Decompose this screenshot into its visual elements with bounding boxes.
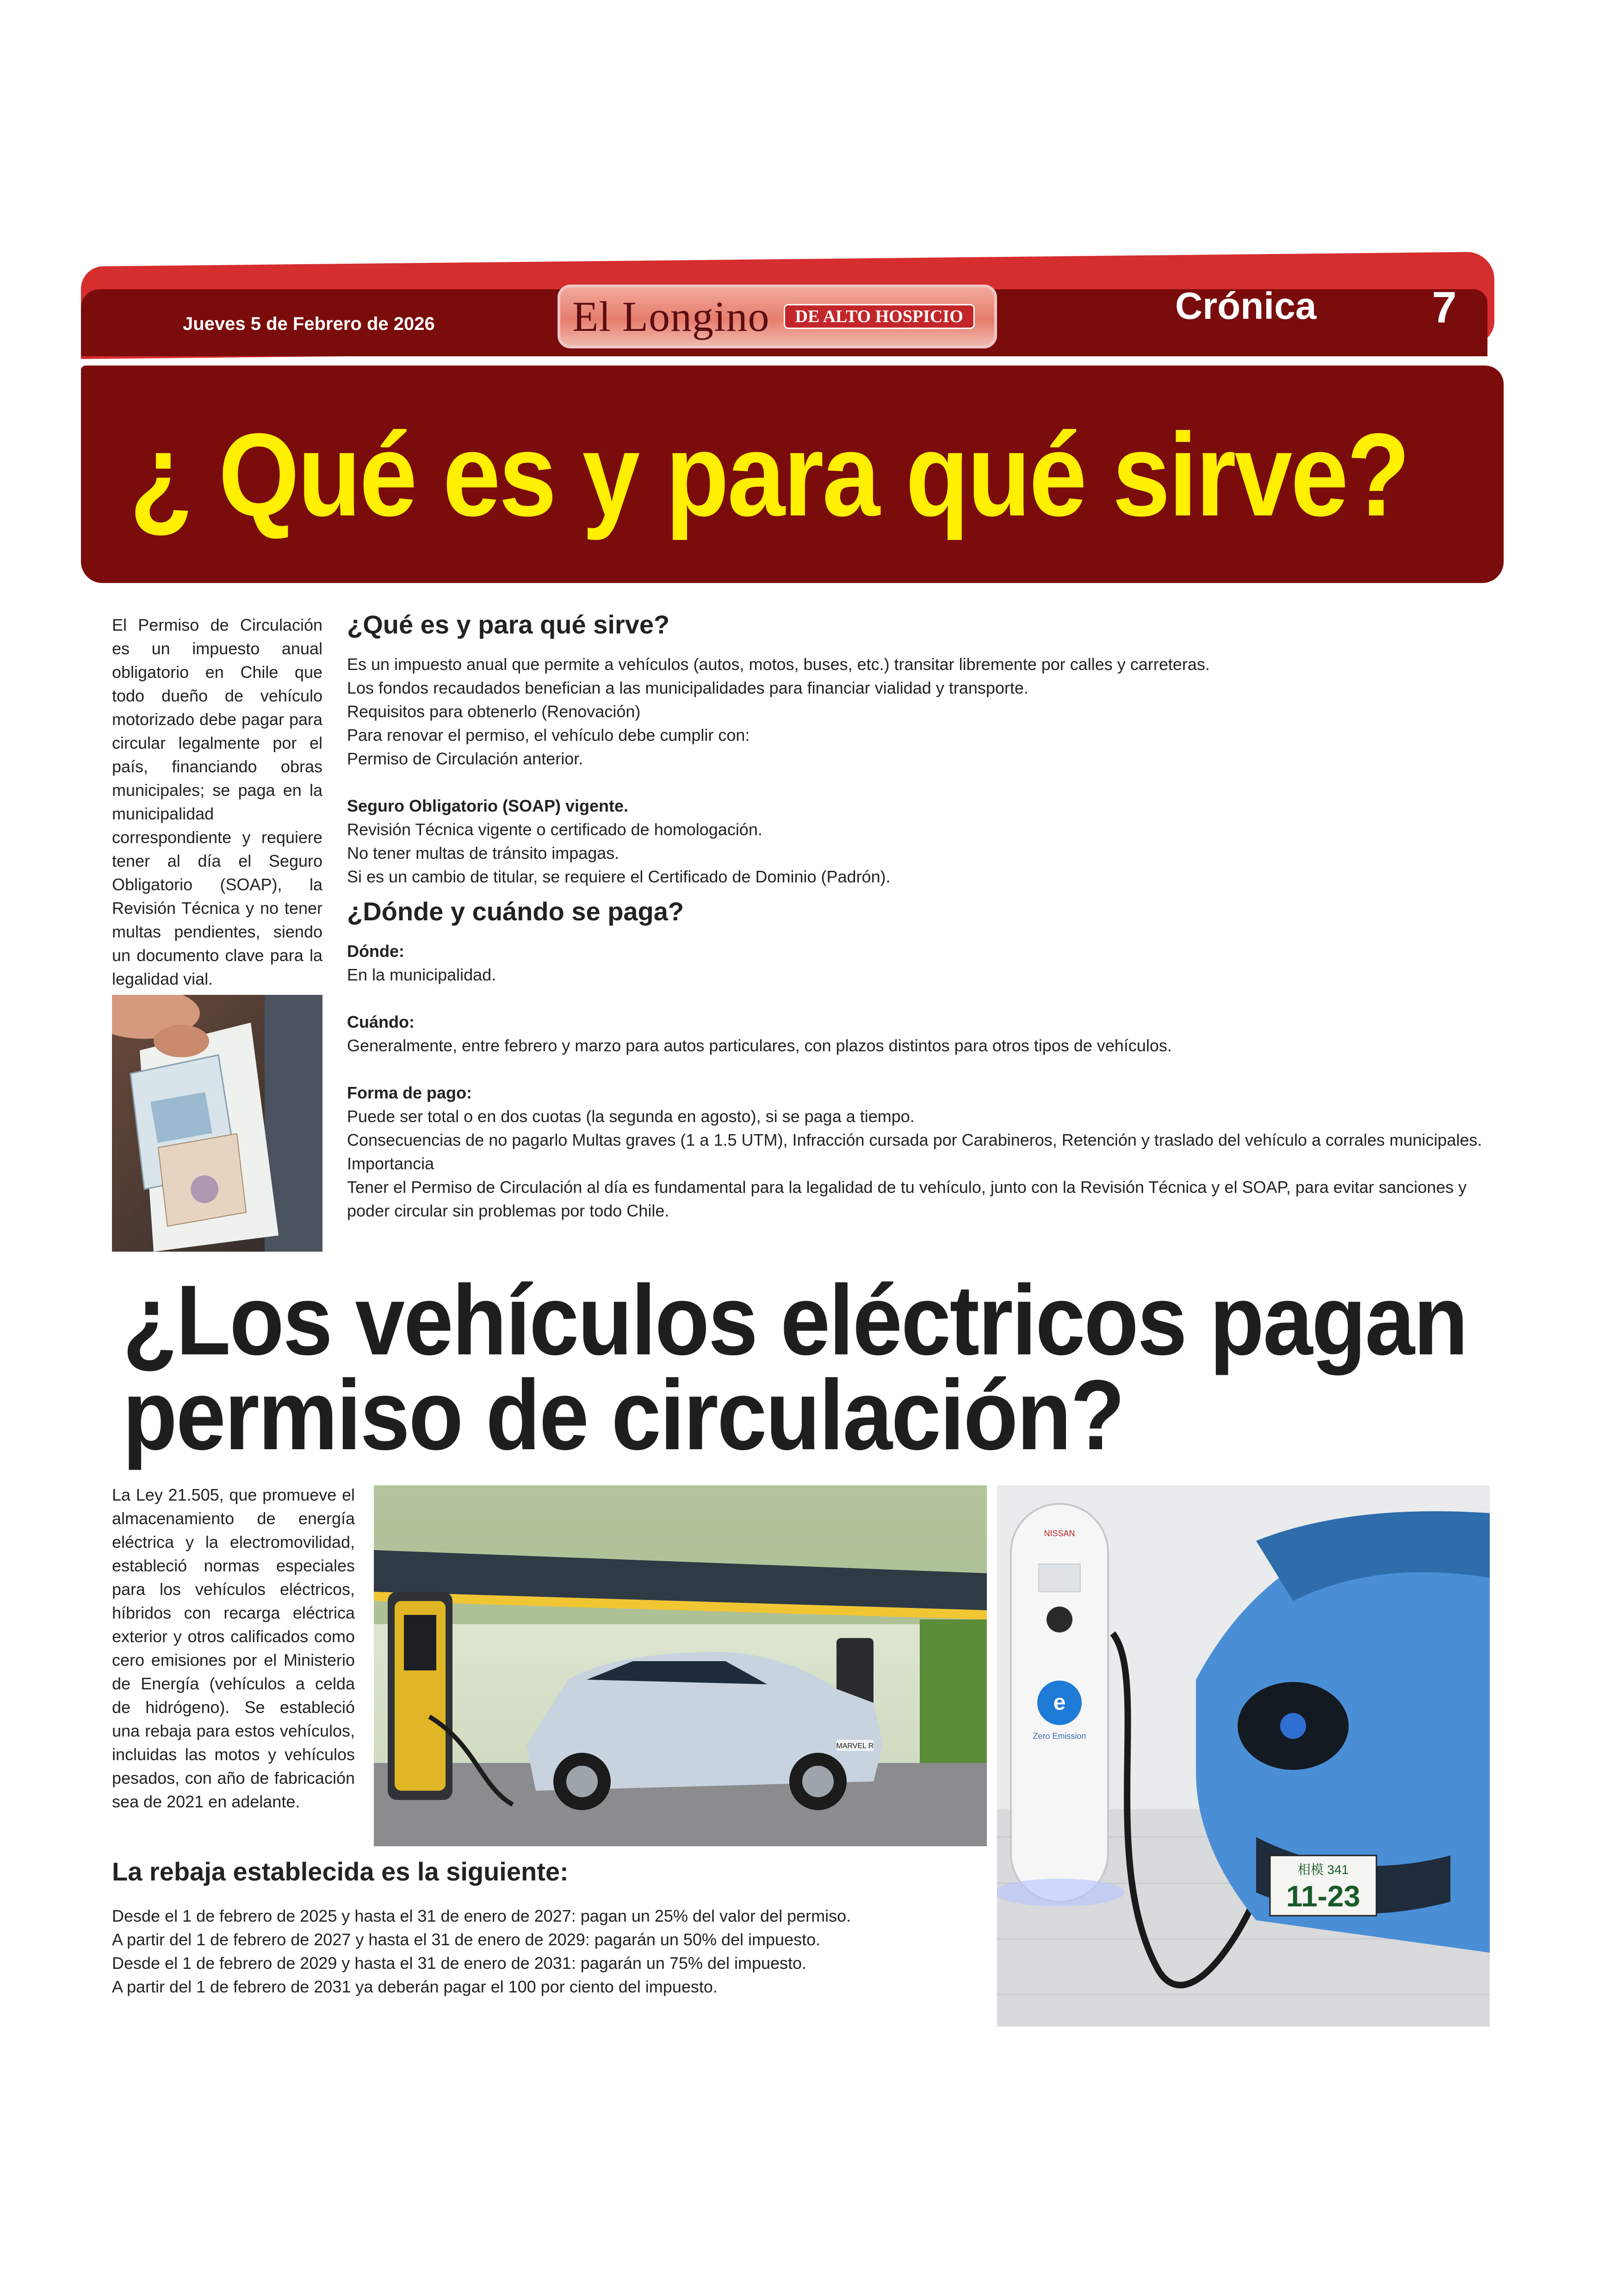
- rebaja-item: Desde el 1 de febrero de 2025 y hasta el 31 de enero de 2027: pagan un 25% del valor del permiso.: [112, 1906, 851, 1925]
- paragraph: Importancia: [347, 1154, 434, 1173]
- section-label: Crónica: [1175, 285, 1317, 327]
- permit-document-photo: [112, 995, 322, 1252]
- page-headline: ¿ Qué es y para qué sirve?: [130, 409, 1409, 541]
- headline-line-2: permiso de circulación?: [123, 1359, 1124, 1471]
- car-plate: MARVEL R: [836, 1742, 874, 1750]
- newspaper-logo[interactable]: [558, 285, 997, 348]
- charger-brand: NISSAN: [1044, 1529, 1075, 1538]
- paragraph: Si es un cambio de titular, se requiere el Certificado de Dominio (Padrón).: [347, 867, 891, 886]
- paragraph: Para renovar el permiso, el vehículo debe cumplir con:: [347, 726, 750, 745]
- label-forma-pago: Forma de pago:: [347, 1083, 472, 1102]
- article1-body: [347, 606, 1490, 1222]
- paragraph: Tener el Permiso de Circulación al día es fundamental para la legalidad de tu vehículo, junto con la Revisión Técnica y el SOAP, para evitar sanciones y poder circular sin problemas por todo Chile.: [347, 1178, 1467, 1220]
- heading-donde-cuando: ¿Dónde y cuándo se paga?: [347, 897, 684, 926]
- paragraph: Revisión Técnica vigente o certificado de homologación.: [347, 820, 762, 839]
- paragraph: Permiso de Circulación anterior.: [347, 749, 583, 768]
- heading-que-es: ¿Qué es y para qué sirve?: [347, 610, 670, 639]
- logo-subtitle: DE ALTO HOSPICIO: [784, 304, 975, 329]
- rebaja-title: La rebaja establecida es la siguiente:: [112, 1857, 569, 1886]
- paragraph: En la municipalidad.: [347, 965, 496, 984]
- logo-title: El Longino: [572, 293, 770, 340]
- article2-lead: La Ley 21.505, que promueve el almacenamiento de energía eléctrica y la electromovilidad, estableció normas especiales para los vehículos eléctricos, híbridos con recarga eléctrica exterior y otros calificados como cero emisiones por el Ministerio de Energía (vehículos a celda de hidrógeno). Se estableció una rebaja para estos vehículos, incluidas las motos y vehículos pesados, con año de fabricación sea de 2021 en adelante.: [112, 1485, 355, 1811]
- rebaja-item: Desde el 1 de febrero de 2029 y hasta el 31 de enero de 2031: pagarán un 75% del impuesto.: [112, 1954, 807, 1973]
- headline-line-1: ¿Los vehículos eléctricos pagan: [123, 1264, 1467, 1376]
- rebaja-section: [112, 1853, 977, 1998]
- paragraph: No tener multas de tránsito impagas.: [347, 844, 619, 863]
- jp-plate-top: 相模 341: [1297, 1862, 1349, 1877]
- paragraph: Los fondos recaudados benefician a las municipalidades para financiar vialidad y transporte.: [347, 678, 1028, 697]
- svg-text:e: e: [1053, 1690, 1066, 1715]
- paragraph: Requisitos para obtenerlo (Renovación): [347, 702, 641, 721]
- soap-requirement: Seguro Obligatorio (SOAP) vigente.: [347, 796, 629, 815]
- nissan-leaf-charging-photo: [997, 1485, 1490, 2027]
- rebaja-item: A partir del 1 de febrero de 2031 ya deberán pagar el 100 por ciento del impuesto.: [112, 1977, 718, 1996]
- zero-emission-label: Zero Emission: [1033, 1731, 1086, 1741]
- page-number: 7: [1432, 283, 1457, 332]
- paragraph: Generalmente, entre febrero y marzo para autos particulares, con plazos distintos para otros tipos de vehículos.: [347, 1036, 1172, 1055]
- label-donde: Dónde:: [347, 942, 404, 961]
- ev-charging-station-photo: [374, 1485, 987, 1846]
- article1-lead: El Permiso de Circulación es un impuesto anual obligatorio en Chile que todo dueño de vehículo motorizado debe pagar para circular legalmente por el país, financiando obras municipales; se paga en la municipalidad correspondiente y requiere tener al día el Seguro Obligatorio (SOAP), la Revisión Técnica y no tener multas pendientes, siendo un documento clave para la legalidad vial.: [112, 615, 322, 988]
- paragraph: Puede ser total o en dos cuotas (la segunda en agosto), si se paga a tiempo.: [347, 1107, 915, 1126]
- paragraph: Consecuencias de no pagarlo Multas graves (1 a 1.5 UTM), Infracción cursada por Carabineros, Retención y traslado del vehículo a corrales municipales.: [347, 1130, 1482, 1149]
- jp-plate-bottom: 11-23: [1286, 1880, 1361, 1913]
- label-cuando: Cuándo:: [347, 1012, 415, 1031]
- issue-date: Jueves 5 de Febrero de 2026: [183, 314, 435, 334]
- masthead: [0, 0, 1623, 602]
- article2-headline: [123, 1264, 1467, 1471]
- rebaja-item: A partir del 1 de febrero de 2027 y hasta el 31 de enero de 2029: pagarán un 50% del impuesto.: [112, 1930, 821, 1949]
- paragraph: Es un impuesto anual que permite a vehículos (autos, motos, buses, etc.) transitar libremente por calles y carreteras.: [347, 655, 1210, 674]
